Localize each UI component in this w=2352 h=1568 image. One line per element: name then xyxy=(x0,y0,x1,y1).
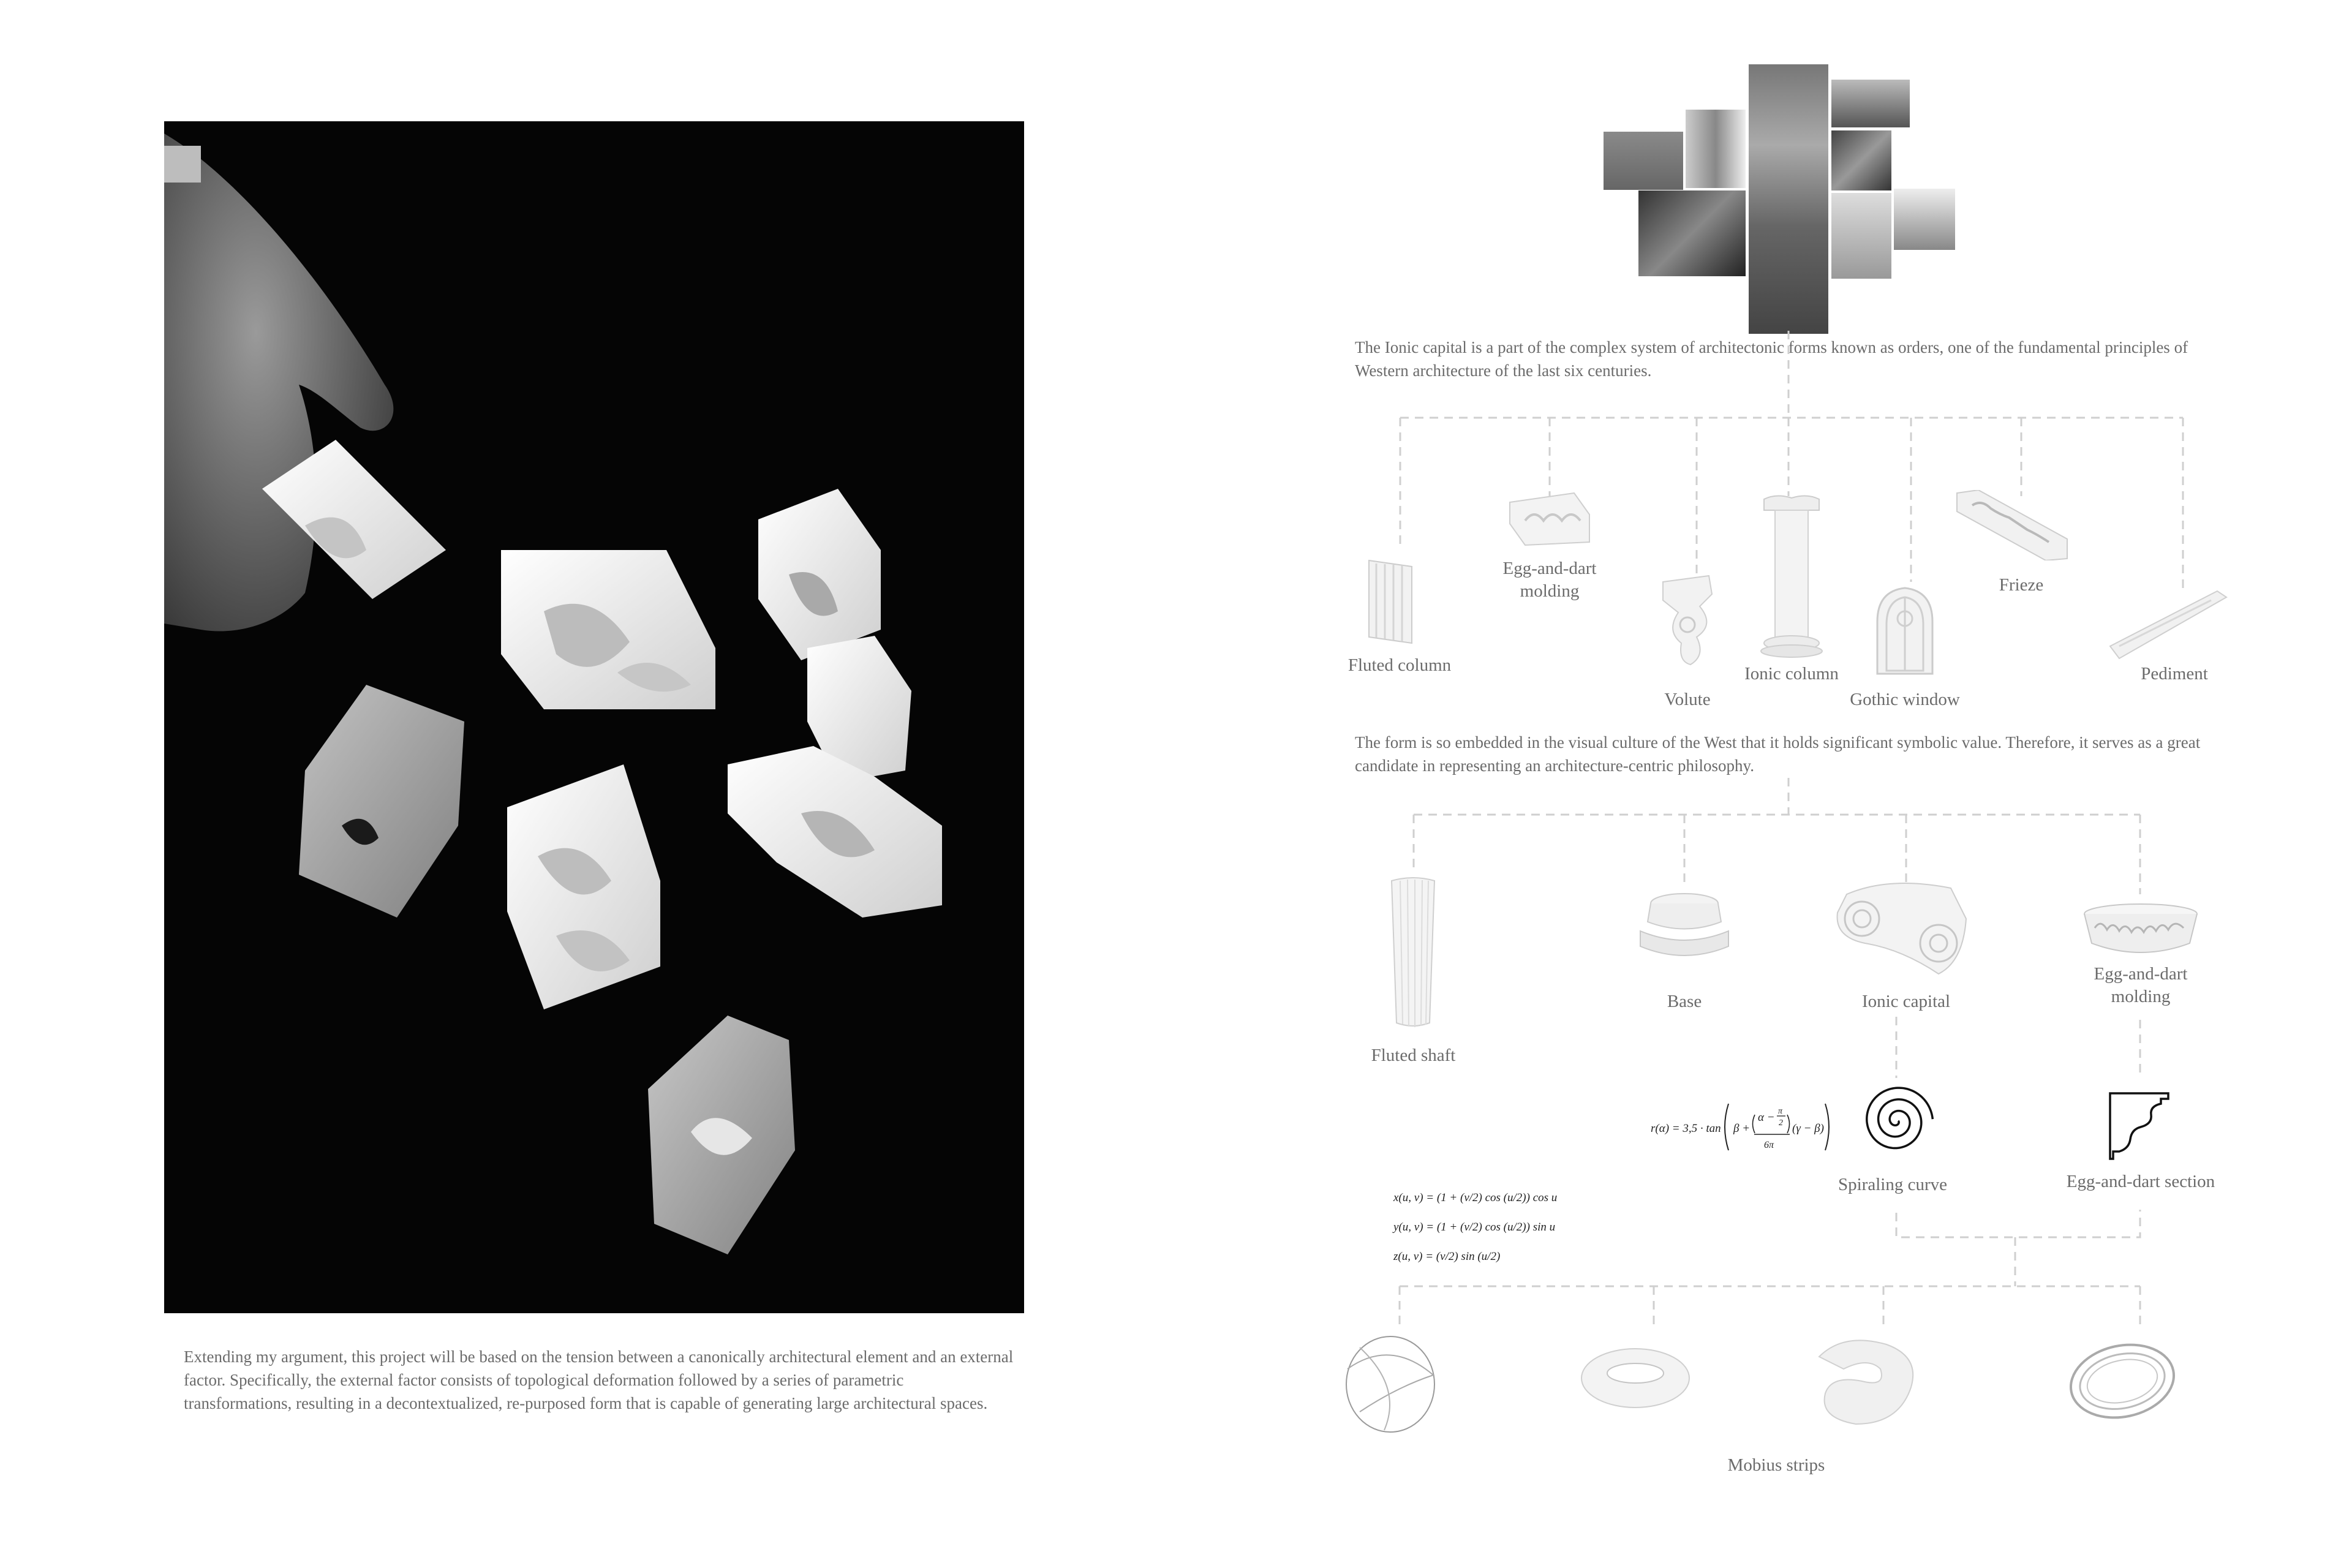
label-base: Base xyxy=(1667,992,1702,1011)
collage-photo xyxy=(1604,132,1683,190)
spiral-curve-icon xyxy=(1857,1081,1937,1161)
label-pediment: Pediment xyxy=(2141,664,2208,684)
collage-photo xyxy=(1638,190,1746,276)
mobius-strip-twisted-icon xyxy=(1807,1332,1923,1430)
svg-text:6π: 6π xyxy=(1764,1140,1774,1150)
collage-photo xyxy=(1831,80,1910,127)
ionic-capital-icon xyxy=(1828,876,1969,980)
frieze-icon xyxy=(1954,490,2070,560)
label-frieze: Frieze xyxy=(1999,575,2044,595)
collage-photo xyxy=(1831,130,1891,190)
svg-text:α −: α − xyxy=(1758,1111,1775,1124)
gothic-window-icon xyxy=(1871,585,1939,677)
label-ionic-capital: Ionic capital xyxy=(1861,992,1951,1011)
label-fluted-column: Fluted column xyxy=(1348,655,1452,675)
mobius-equation-x: x(u, v) = (1 + (v/2) cos (u/2)) cos u xyxy=(1393,1191,1558,1204)
spiral-equation xyxy=(1648,1096,1831,1158)
intro-text: The Ionic capital is a part of the complex system of architectonic forms known as orders, one of the fundamental principles of Western architecture of the last six centuries. xyxy=(1355,338,2188,380)
middle-text: The form is so embedded in the visual culture of the West that it holds significant symbolic value. Therefore, it serves as a great candidate in representing an architecture-centric philosophy. xyxy=(1355,733,2201,775)
collage-photo xyxy=(1831,193,1891,279)
label-ionic-column: Ionic column xyxy=(1744,664,1839,684)
label-egg-and-dart-section: Egg-and-dart section xyxy=(2066,1172,2215,1191)
fluted-column-icon xyxy=(1363,554,1418,646)
label-egg-and-dart-molding: Egg-and-dart molding xyxy=(1502,559,1597,601)
label-spiraling-curve: Spiraling curve xyxy=(1838,1175,1947,1194)
label-fluted-shaft: Fluted shaft xyxy=(1371,1046,1456,1065)
volute-icon xyxy=(1654,570,1721,668)
mobius-equation-z: z(u, v) = (v/2) sin (u/2) xyxy=(1393,1250,1501,1263)
label-egg-and-dart-molding-2: Egg-and-dart molding xyxy=(2094,964,2188,1006)
ionic-column-icon xyxy=(1758,493,1825,658)
label-mobius-strips: Mobius strips xyxy=(1727,1455,1825,1475)
label-volute: Volute xyxy=(1664,690,1711,709)
svg-text:r(α) = 3,5 · tan: r(α) = 3,5 · tan xyxy=(1651,1122,1721,1135)
mobius-strip-torus-icon xyxy=(1577,1341,1694,1415)
mobius-equations xyxy=(1393,1191,1589,1283)
mobius-strip-wire-icon xyxy=(1341,1332,1439,1436)
svg-text:2: 2 xyxy=(1779,1118,1783,1128)
svg-text:β +: β + xyxy=(1733,1122,1751,1135)
egg-and-dart-section-icon xyxy=(2107,1090,2174,1164)
sculpture-photo xyxy=(164,121,1024,1313)
left-caption: Extending my argument, this project will be based on the tension between a canonically architectural element and an external factor. Specifically, the external factor consists of topological deformation followed by a series of parametric transformations, resulting in a decontextualized, re-purposed form that is capable of generating large architectural spaces. xyxy=(184,1348,1014,1412)
svg-text:π: π xyxy=(1778,1107,1783,1116)
mobius-equation-y: y(u, v) = (1 + (v/2) cos (u/2)) sin u xyxy=(1393,1221,1556,1234)
fluted-shaft-icon xyxy=(1385,876,1441,1029)
architecture-collage xyxy=(1593,64,1972,334)
label-gothic-window: Gothic window xyxy=(1850,690,1960,709)
egg-and-dart-molding-icon xyxy=(1507,490,1593,546)
pediment-icon xyxy=(2107,588,2230,662)
collage-photo xyxy=(1749,64,1828,334)
base-icon xyxy=(1629,888,1740,968)
collage-photo xyxy=(1894,189,1955,250)
svg-text:(γ − β): (γ − β) xyxy=(1792,1122,1824,1135)
collage-photo xyxy=(1686,110,1746,188)
mobius-strip-ring-icon xyxy=(2064,1338,2180,1424)
egg-and-dart-molding-ring-icon xyxy=(2079,900,2202,959)
